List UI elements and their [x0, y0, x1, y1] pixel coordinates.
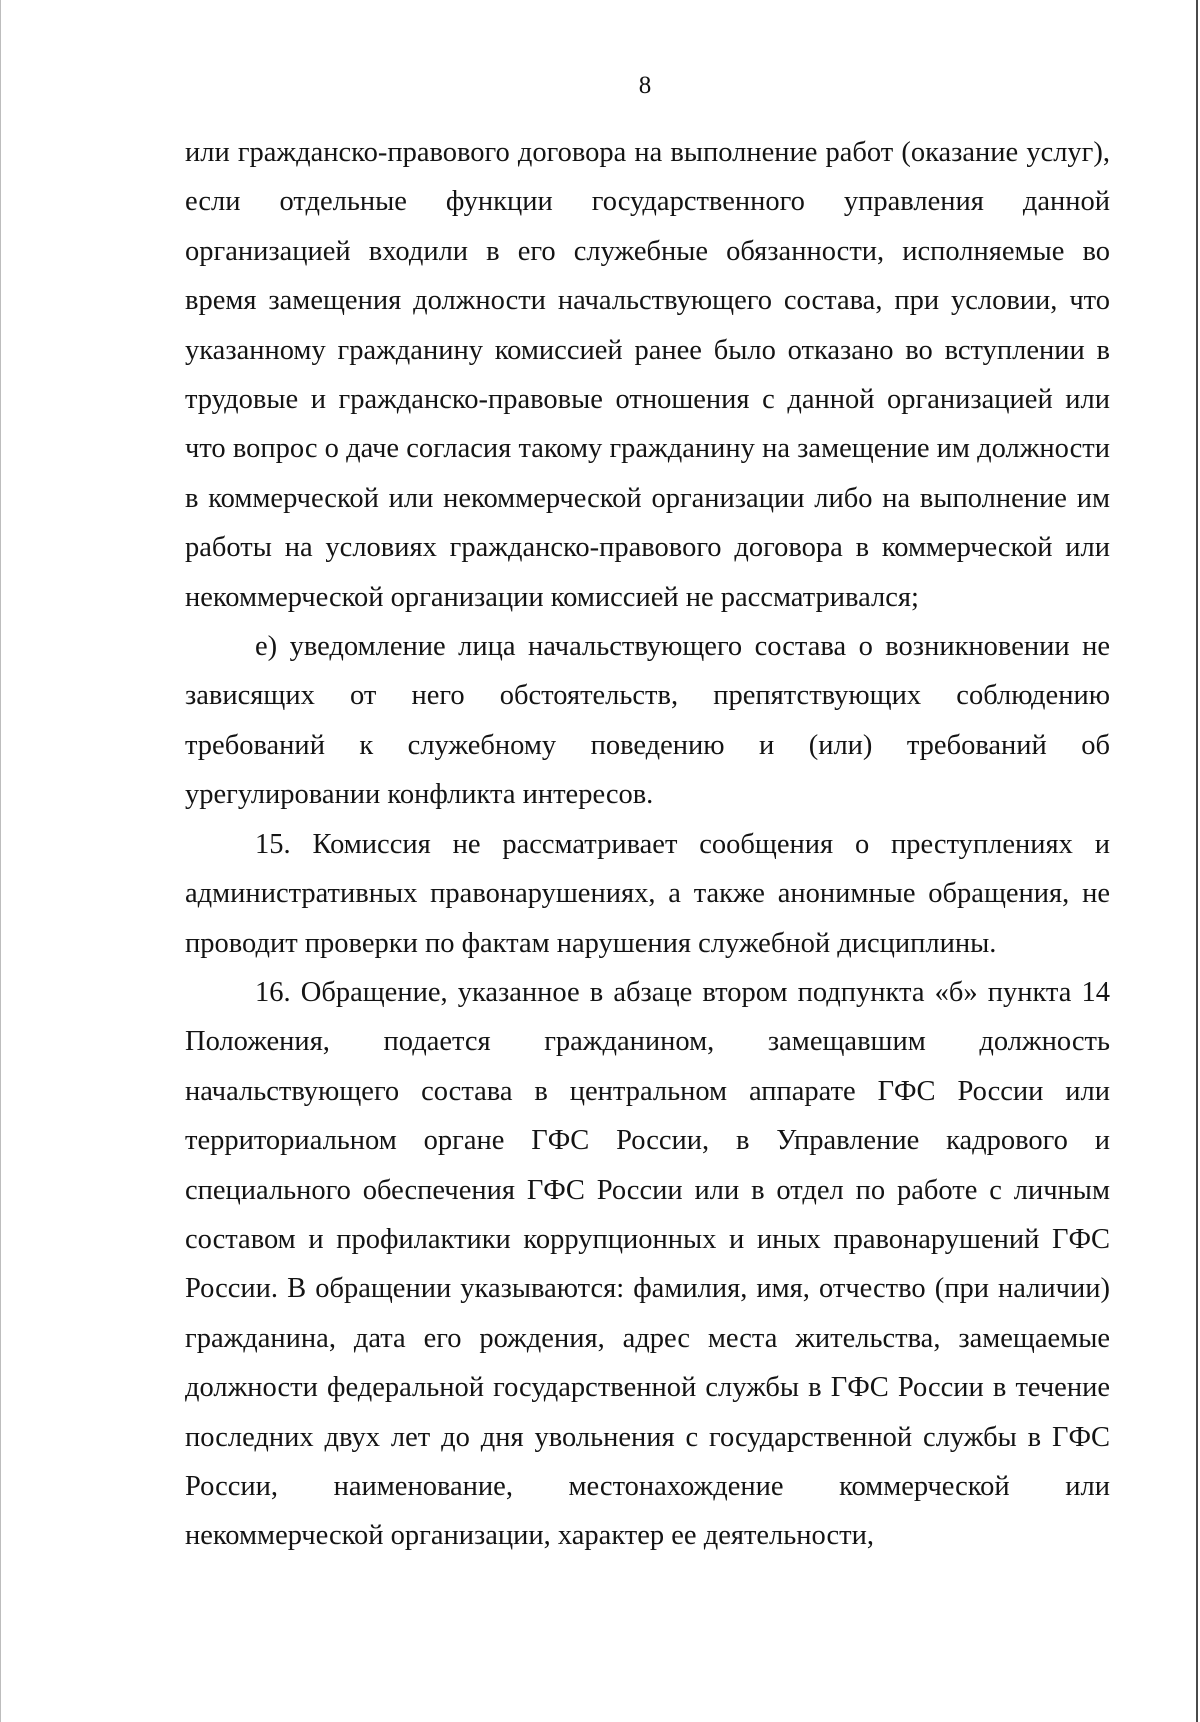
paragraph-item-16: 16. Обращение, указанное в абзаце втором подпункта «б» пункта 14 Положения, подается гражданином, замещавшим должность начальствующего состава в центральном аппарате ГФС России или территориальном органе ГФС России, в Управление кадрового и специального обеспечения ГФС России или в отдел по работе с личным составом и профилактики коррупционных и иных правонарушений ГФС России. В обращении указываются: фамилия, имя, отчество (при наличии) гражданина, дата его рождения, адрес места жительства, замещаемые должности федеральной государственной службы в ГФС России в течение последних двух лет до дня увольнения с государственной службы в ГФС России, наименование, местонахождение коммерческой или некоммерческой организации, характер ее деятельности,: [185, 976, 1110, 1552]
page-number: 8: [638, 72, 652, 99]
document-body: [185, 128, 1110, 1561]
scan-left-edge: [0, 0, 1, 1722]
scan-right-edge: [1196, 0, 1198, 1722]
paragraph-item-15: 15. Комиссия не рассматривает сообщения о преступлениях и административных правонарушениях, а также анонимные обращения, не проводит проверки по фактам нарушения служебной дисциплины.: [185, 828, 1110, 959]
paragraph-continuation: или гражданско-правового договора на выполнение работ (оказание услуг), если отдельные функции государственного управления данной организацией входили в его служебные обязанности, исполняемые во время замещения должности начальствующего состава, при условии, что указанному гражданину комиссией ранее было отказано во вступлении в трудовые и гражданско-правовые отношения с данной организацией или что вопрос о даче согласия такому гражданину на замещение им должности в коммерческой или некоммерческой организации либо на выполнение им работы на условиях гражданско-правового договора в коммерческой или некоммерческой организации комиссией не рассматривался;: [185, 137, 1110, 613]
paragraph-subitem-e: е) уведомление лица начальствующего состава о возникновении не зависящих от него обстоятельств, препятствующих соблюдению требований к служебному поведению и (или) требований об урегулировании конфликта интересов.: [185, 631, 1110, 811]
